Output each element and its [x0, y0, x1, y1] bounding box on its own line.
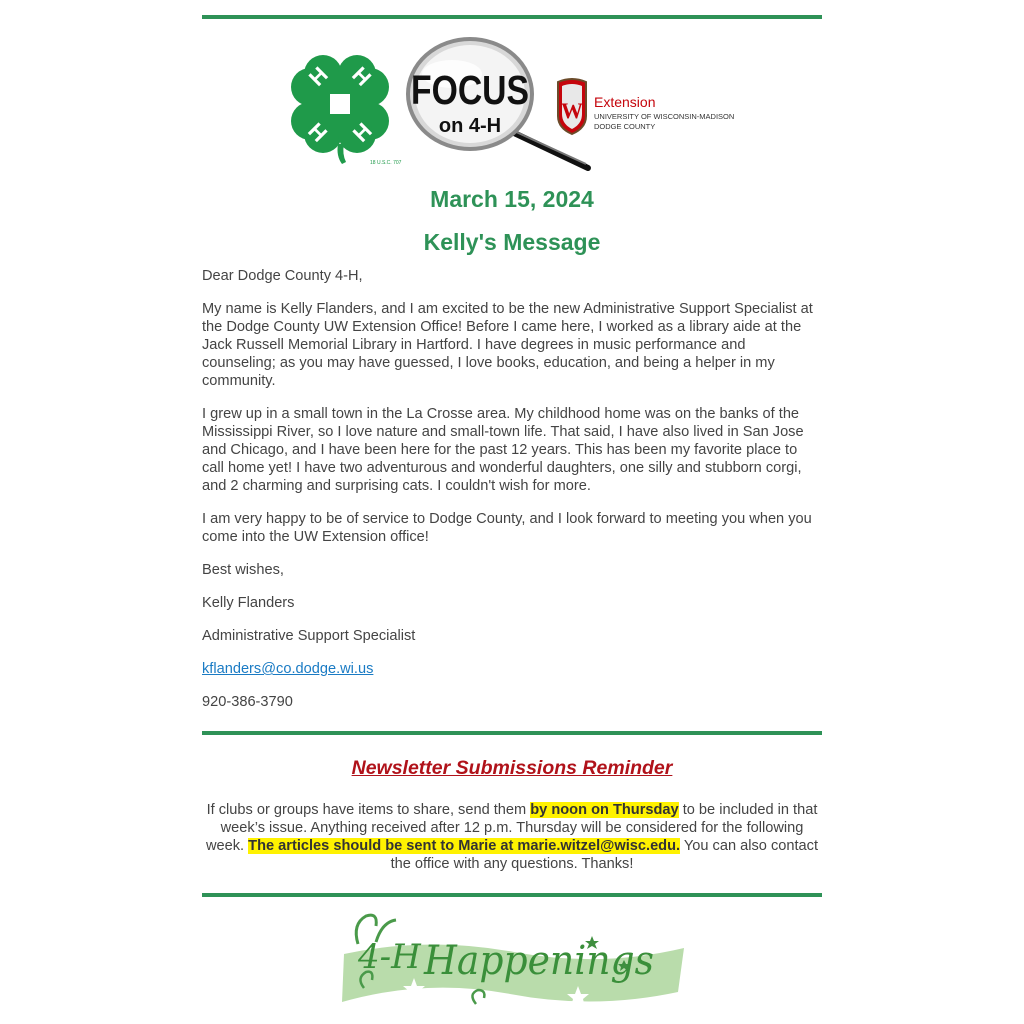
bottom-divider [202, 893, 822, 897]
svg-text:H: H [347, 61, 377, 91]
issue-date: March 15, 2024 [430, 186, 594, 212]
focus-title: FOCUS [411, 67, 529, 113]
reminder-highlight-deadline: by noon on Thursday [530, 802, 679, 818]
extension-word: Extension [594, 94, 656, 110]
reminder-text [202, 801, 822, 873]
reminder-title: Newsletter Submissions Reminder [351, 757, 673, 779]
happenings-banner [338, 906, 688, 1018]
email-link[interactable]: kflanders@co.dodge.wi.us [202, 661, 374, 677]
extension-county: DODGE COUNTY [594, 122, 656, 131]
svg-text:W: W [561, 98, 583, 123]
reminder-text-part: If clubs or groups have items to share, send them [206, 802, 531, 818]
reminder-text-part: to be included in that week’s issue. Anything received after 12 p.m. Thursday will be considered for the following week. [205, 802, 818, 854]
focus-subtitle: on 4-H [438, 115, 502, 137]
reminder-highlight-contact: The articles should be sent to Marie at marie.witzel@wisc.edu. [248, 838, 681, 854]
reminder-text-part: You can also contact the office with any questions. Thanks! [390, 838, 819, 872]
message-body [202, 267, 822, 726]
happenings-banner-svg [338, 906, 688, 1018]
message-title: Kelly's Message [423, 229, 601, 255]
svg-text:H: H [303, 117, 333, 147]
svg-text:H: H [347, 117, 377, 147]
message-greeting: Dear Dodge County 4-H, [202, 268, 363, 284]
happenings-word: Happenings [423, 938, 654, 984]
uw-extension-logo [558, 79, 734, 134]
happenings-prefix: 4-H [358, 937, 421, 977]
header-logos [202, 36, 822, 172]
clover-trademark: 18 U.S.C. 707 [370, 160, 402, 166]
clover-4h-logo [291, 55, 402, 166]
top-divider [202, 15, 822, 19]
header-logos-svg [202, 36, 822, 172]
signature-name: Kelly Flanders [202, 595, 295, 611]
signature-phone: 920-386-3790 [202, 694, 293, 710]
svg-text:H: H [303, 61, 333, 91]
signature-role: Administrative Support Specialist [202, 628, 416, 644]
extension-university: UNIVERSITY OF WISCONSIN-MADISON [594, 112, 735, 121]
message-paragraph: My name is Kelly Flanders, and I am excited to be the new Administrative Support Specialist at the Dodge County UW Extension Office! Before I came here, I worked as a library aide at the Jack Russell Memorial Library in Hartford. I have degrees in music performance and counseling; as you may have guessed, I love books, education, and being a helper in my community. [202, 301, 813, 389]
message-paragraph: I grew up in a small town in the La Crosse area. My childhood home was on the banks of the Mississippi River, so I love nature and small-town life. That said, I have also lived in San Jose and Chicago, and I have been here for the past 12 years. This has been my favorite place to call home yet! I have two adventurous and wonderful daughters, one silly and stubborn corgi, and 2 charming and surprising cats. I couldn't wish for more. [202, 406, 804, 494]
message-closing: Best wishes, [202, 562, 284, 578]
middle-divider [202, 731, 822, 735]
message-paragraph: I am very happy to be of service to Dodge County, and I look forward to meeting you when you come into the UW Extension office! [202, 511, 812, 545]
